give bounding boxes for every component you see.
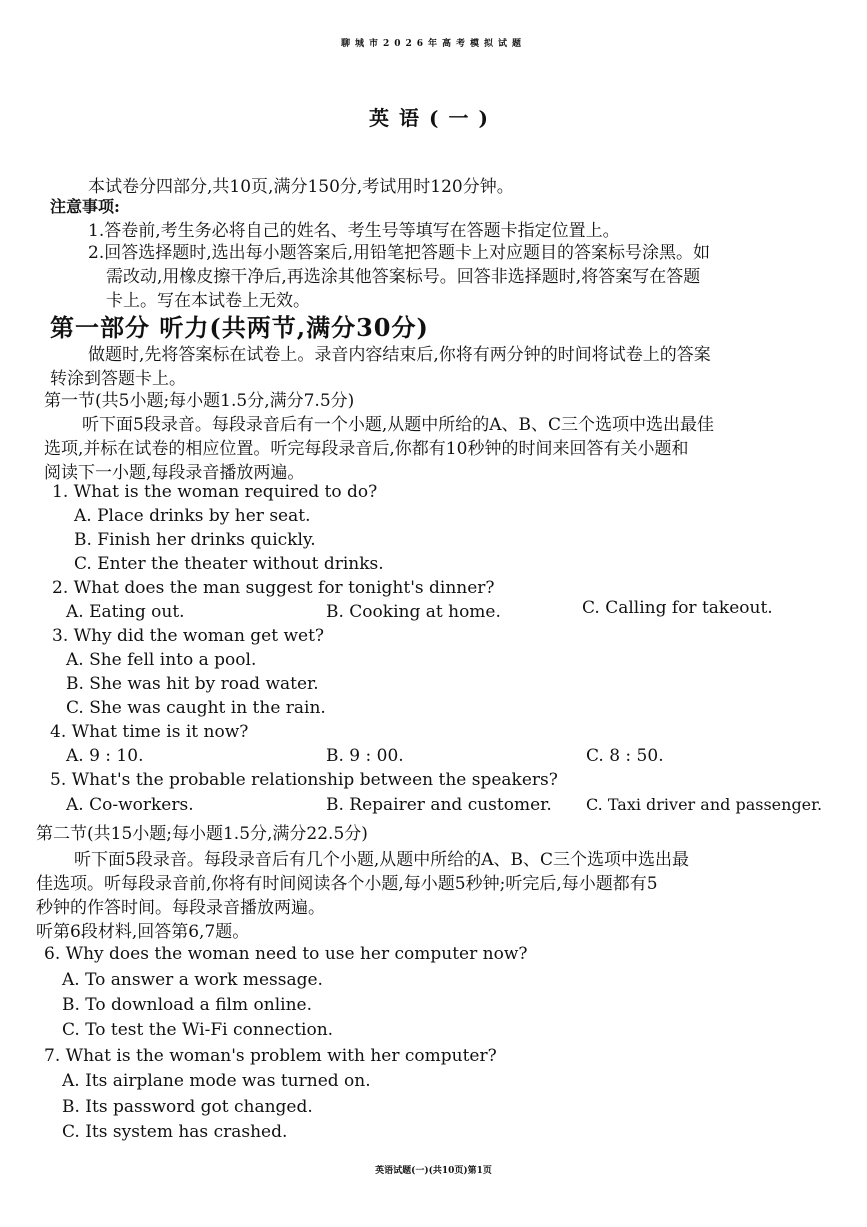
question-2-option-b: B. Cooking at home.	[326, 602, 501, 622]
part1-heading: 第一部分 听力(共两节,满分30分)	[50, 313, 429, 342]
question-6-option-c: C. To test the Wi-Fi connection.	[62, 1020, 334, 1040]
section2-heading: 第二节(共15小题;每小题1.5分,满分22.5分)	[36, 824, 368, 844]
notice-item-2-line3: 卡上。写在本试卷上无效。	[106, 291, 310, 311]
section1-heading: 第一节(共5小题;每小题1.5分,满分7.5分)	[44, 391, 355, 411]
exam-summary: 本试卷分四部分,共10页,满分150分,考试用时120分钟。	[88, 177, 514, 197]
notice-item-2-line1: 2.回答选择题时,选出每小题答案后,用铅笔把答题卡上对应题目的答案标号涂黑。如	[88, 243, 711, 263]
subject-title: 英语(一)	[369, 106, 498, 130]
notice-title: 注意事项:	[50, 197, 120, 216]
page-footer: 英语试题(一)(共10页)第1页	[375, 1166, 492, 1176]
question-3-option-b: B. She was hit by road water.	[66, 674, 319, 694]
exam-title: 聊城市2026年高考模拟试题	[340, 39, 527, 49]
section1-desc-line1: 听下面5段录音。每段录音后有一个小题,从题中所给的A、B、C三个选项中选出最佳	[82, 415, 714, 435]
question-2-option-c: C. Calling for takeout.	[582, 598, 773, 618]
section2-material: 听第6段材料,回答第6,7题。	[36, 922, 250, 942]
question-6-option-a: A. To answer a work message.	[62, 970, 323, 990]
question-1-stem: 1. What is the woman required to do?	[52, 482, 378, 502]
question-4-option-c: C. 8 : 50.	[586, 746, 664, 766]
question-5-stem: 5. What's the probable relationship between the speakers?	[50, 770, 558, 790]
part1-instructions-line2: 转涂到答题卡上。	[50, 369, 186, 389]
notice-item-2-line2: 需改动,用橡皮擦干净后,再选涂其他答案标号。回答非选择题时,将答案写在答题	[106, 267, 701, 287]
section2-desc-line3: 秒钟的作答时间。每段录音播放两遍。	[36, 898, 325, 918]
section1-desc-line2: 选项,并标在试卷的相应位置。听完每段录音后,你都有10秒钟的时间来回答有关小题和	[44, 439, 689, 459]
question-2-stem: 2. What does the man suggest for tonight's dinner?	[52, 578, 495, 598]
section2-desc-line1: 听下面5段录音。每段录音后有几个小题,从题中所给的A、B、C三个选项中选出最	[74, 850, 689, 870]
question-6-stem: 6. Why does the woman need to use her computer now?	[44, 944, 528, 964]
question-3-stem: 3. Why did the woman get wet?	[52, 626, 325, 646]
question-2-option-a: A. Eating out.	[66, 602, 185, 622]
notice-item-1: 1.答卷前,考生务必将自己的姓名、考生号等填写在答题卡指定位置上。	[88, 221, 620, 241]
question-7-option-b: B. Its password got changed.	[62, 1097, 313, 1117]
question-1-option-b: B. Finish her drinks quickly.	[74, 530, 316, 550]
question-4-option-b: B. 9 : 00.	[326, 746, 404, 766]
question-7-stem: 7. What is the woman's problem with her computer?	[44, 1046, 497, 1066]
question-1-option-a: A. Place drinks by her seat.	[74, 506, 311, 526]
question-6-option-b: B. To download a film online.	[62, 995, 312, 1015]
section1-desc-line3: 阅读下一小题,每段录音播放两遍。	[44, 463, 305, 483]
question-3-option-a: A. She fell into a pool.	[66, 650, 257, 670]
question-5-option-b: B. Repairer and customer.	[326, 795, 552, 815]
question-4-option-a: A. 9 : 10.	[66, 746, 144, 766]
question-7-option-a: A. Its airplane mode was turned on.	[62, 1071, 371, 1091]
question-3-option-c: C. She was caught in the rain.	[66, 698, 326, 718]
section2-desc-line2: 佳选项。听每段录音前,你将有时间阅读各个小题,每小题5秒钟;听完后,每小题都有5	[36, 874, 658, 894]
question-5-option-c: C. Taxi driver and passenger.	[586, 795, 823, 814]
question-7-option-c: C. Its system has crashed.	[62, 1122, 288, 1142]
part1-instructions-line1: 做题时,先将答案标在试卷上。录音内容结束后,你将有两分钟的时间将试卷上的答案	[88, 345, 711, 365]
question-5-option-a: A. Co-workers.	[66, 795, 194, 815]
question-1-option-c: C. Enter the theater without drinks.	[74, 554, 384, 574]
question-4-stem: 4. What time is it now?	[50, 722, 249, 742]
